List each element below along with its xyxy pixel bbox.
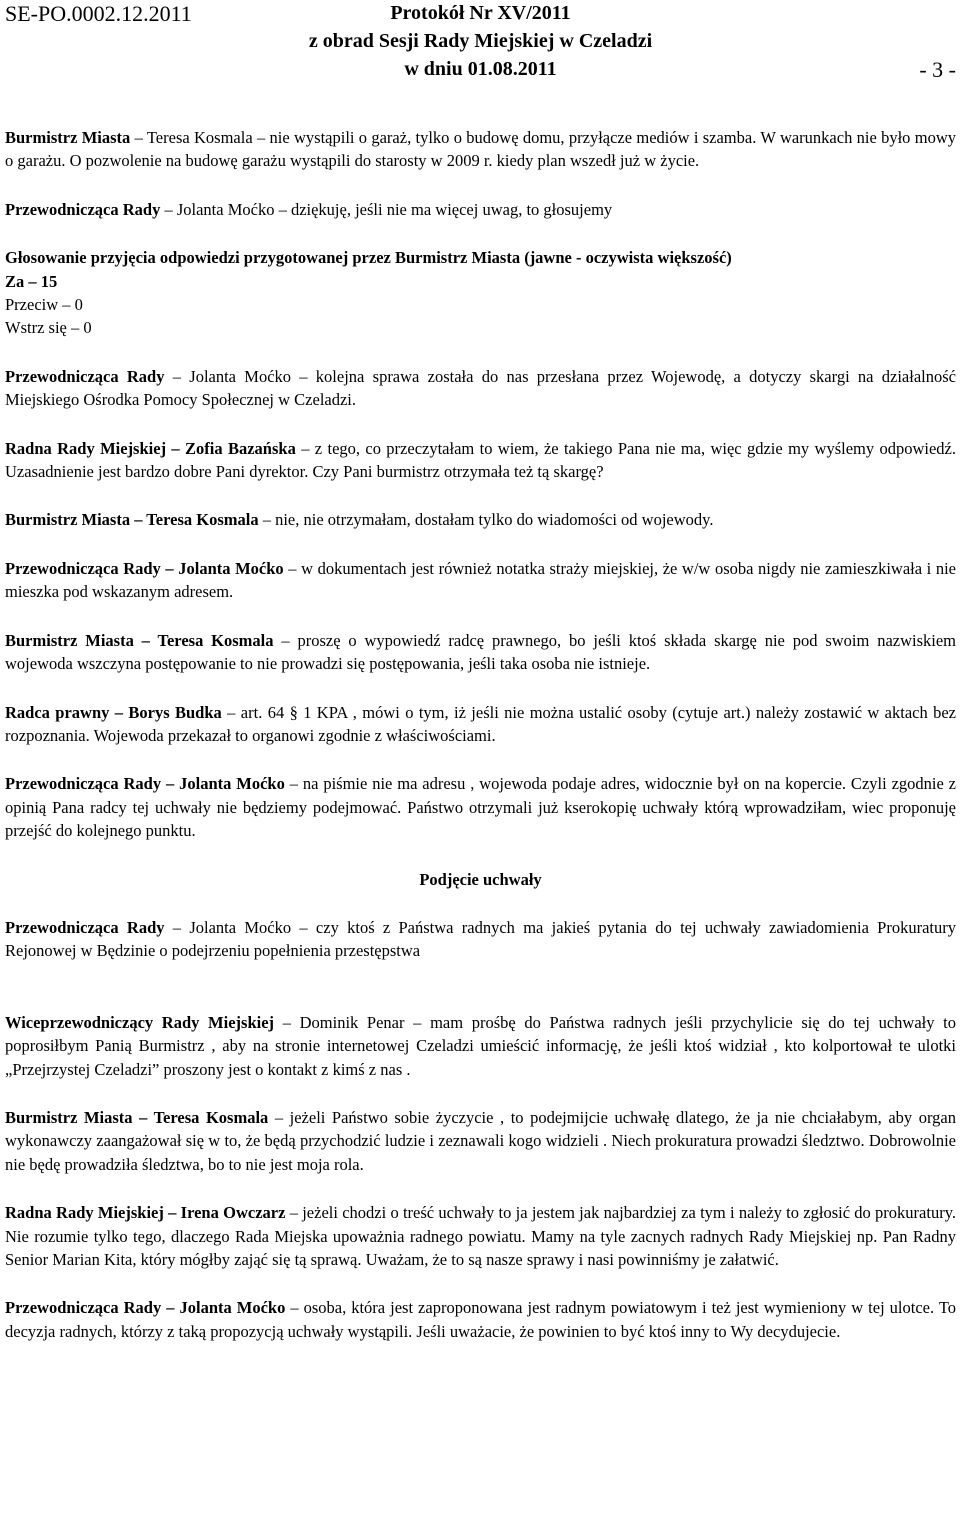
statement-paragraph <box>5 198 956 221</box>
speaker-name: Burmistrz Miasta – Teresa Kosmala <box>5 1107 269 1127</box>
statement-paragraph <box>5 126 956 173</box>
protocol-title: Protokół Nr XV/2011 <box>390 2 571 24</box>
speaker-name: Przewodnicząca Rady – Jolanta Moćko <box>5 558 284 578</box>
statement-text: – nie, nie otrzymałam, dostałam tylko do wiadomości od wojewody. <box>258 510 714 530</box>
speaker-name: Burmistrz Miasta – Teresa Kosmala <box>5 510 259 530</box>
statement-text: – na piśmie nie ma adresu , wojewoda podaje adres, widocznie był on na kopercie. Czyli zgodnie z opinią Pana radcy tej uchwały nie będziemy podejmować. Państwo otrzymali już kserokopię uchwały którą wprowadziłam, wiec proponuję przejść do kolejnego punktu. <box>5 774 957 841</box>
statement-text: – w dokumentach jest również notatka straży miejskiej, że w/w osoba nigdy nie zamieszkiwała i nie mieszka pod wskazanym adresem. <box>5 558 957 602</box>
statement-paragraph <box>5 1201 956 1271</box>
statement-paragraph <box>5 772 956 842</box>
vote-against: Przeciw – 0 <box>5 295 83 315</box>
speaker-name: Burmistrz Miasta – Teresa Kosmala <box>5 630 274 650</box>
statement-paragraph <box>5 629 956 676</box>
speaker-name: Radna Rady Miejskiej – Zofia Bazańska <box>5 438 296 458</box>
vote-title: Głosowanie przyjęcia odpowiedzi przygotowanej przez Burmistrz Miasta (jawne - oczywista większość) <box>5 248 732 268</box>
speaker-name: Przewodnicząca Rady <box>5 917 165 937</box>
statement-paragraph <box>5 365 956 412</box>
statement-text: – Jolanta Moćko – dziękuję, jeśli nie ma więcej uwag, to głosujemy <box>160 199 613 219</box>
speaker-name: Przewodnicząca Rady – Jolanta Moćko <box>5 1298 286 1318</box>
speaker-name: Przewodnicząca Rady <box>5 366 165 386</box>
vote-for: Za – 15 <box>5 271 58 291</box>
speaker-name: Wiceprzewodniczący Rady Miejskiej <box>5 1012 275 1032</box>
session-title: z obrad Sesji Rady Miejskiej w Czeladzi <box>308 30 653 52</box>
speaker-name: Burmistrz Miasta <box>5 128 131 147</box>
document-id: SE-PO.0002.12.2011 <box>5 1 192 26</box>
statement-paragraph <box>5 1106 956 1176</box>
statement-paragraph <box>5 508 956 531</box>
statement-paragraph <box>5 437 956 484</box>
statement-text: – art. 64 § 1 KPA , mówi o tym, iż jeśli nie można ustalić osoby (cytuje art.) należy zostawić w aktach bez rozpoznania. Wojewoda przekazał to organowi zgodnie z właściwościami. <box>5 702 956 745</box>
page-number: - 3 - <box>919 57 956 82</box>
statement-text: – z tego, co przeczytałam to wiem, że takiego Pana nie ma, więc gdzie my wyślemy odpowiedź. Uzasadnienie jest bardzo dobre Pani dyrektor. Czy Pani burmistrz otrzymała też tą skargę? <box>5 438 956 482</box>
statement-text: – Teresa Kosmala – nie wystąpili o garaż, tylko o budowę domu, przyłącze mediów i szamba. W warunkach nie było mowy o garażu. O pozwolenie na budowę garażu wystąpili do starosty w 2009 r. kiedy plan wszedł już w życie. <box>5 128 956 171</box>
statement-paragraph <box>5 916 956 963</box>
statement-text: – Jolanta Moćko – kolejna sprawa została do nas przesłana przez Wojewodę, a dotyczy skargi na działalność Miejskiego Ośrodka Pomocy Społecznej w Czeladzi. <box>5 366 956 410</box>
speaker-name: Radna Rady Miejskiej – Irena Owczarz <box>5 1203 286 1223</box>
speaker-name: Przewodnicząca Rady – Jolanta Moćko <box>5 774 285 794</box>
statement-paragraph <box>5 1011 956 1081</box>
statement-text: – jeżeli chodzi o treść uchwały to ja jestem jak najbardziej za tym i należy to zgłosić do prokuratury. Nie rozumie tylko tego, dlaczego Rada Miejska upoważnia radnego powiatu. Mamy na tyle zacnych radnych Rady Miejskiej np. Pan Radny Senior Marian Kita, który mógłby zająć się tą sprawą. Uważam, że to są nasze sprawy i nasi powinniśmy je załatwić. <box>5 1203 956 1269</box>
statement-text: – Dominik Penar – mam prośbę do Państwa radnych jeśli przychylicie się do tej uchwały to poprosiłbym Panią Burmistrz , aby na stronie internetowej Czeladzi umieścić informację, że jeśli ktoś widział , kto kolportował te ulotki „Przejrzystej Czeladzi” proszony jest o kontakt z kimś z nas . <box>5 1012 956 1079</box>
vote-abstain: Wstrz się – 0 <box>5 318 92 338</box>
statement-text: – Jolanta Moćko – czy ktoś z Państwa radnych ma jakieś pytania do tej uchwały zawiadomienia Prokuratury Rejonowej w Będzinie o podejrzeniu popełnienia przestępstwa <box>5 917 957 961</box>
statement-paragraph <box>5 1296 956 1343</box>
vote-block <box>5 246 956 340</box>
statement-text: – jeżeli Państwo sobie życzycie , to podejmijcie uchwałę dlatego, że ja nie chciałabym, aby organ wykonawczy zaangażował się w to, że będą przychodzić ludzie i zeznawali kogo widzieli . Niech prokuratura prowadzi śledztwo. Dobrowolnie nie będę prowadziła śledztwa, bo to nie jest moja rola. <box>5 1107 956 1174</box>
page-header <box>5 0 956 92</box>
statement-paragraph <box>5 701 956 748</box>
speaker-name: Radca prawny – Borys Budka <box>5 702 222 722</box>
statement-paragraph <box>5 557 956 604</box>
speaker-name: Przewodnicząca Rady <box>5 199 161 219</box>
session-date: w dniu 01.08.2011 <box>404 58 557 80</box>
statement-text: – proszę o wypowiedź radcę prawnego, bo jeśli ktoś składa skargę nie pod swoim nazwiskiem wojewoda wszczyna postępowanie to nie prowadzi się postępowania, jeśli taka osoba nie istnieje. <box>5 630 956 674</box>
statement-text: – osoba, która jest zaproponowana jest radnym powiatowym i też jest wymieniony w tej ulotce. To decyzja radnych, którzy z taką propozycją uchwały wystąpili. Jeśli uważacie, że powinien to być ktoś inny to Wy decydujecie. <box>5 1298 957 1341</box>
section-heading: Podjęcie uchwały <box>419 869 542 889</box>
